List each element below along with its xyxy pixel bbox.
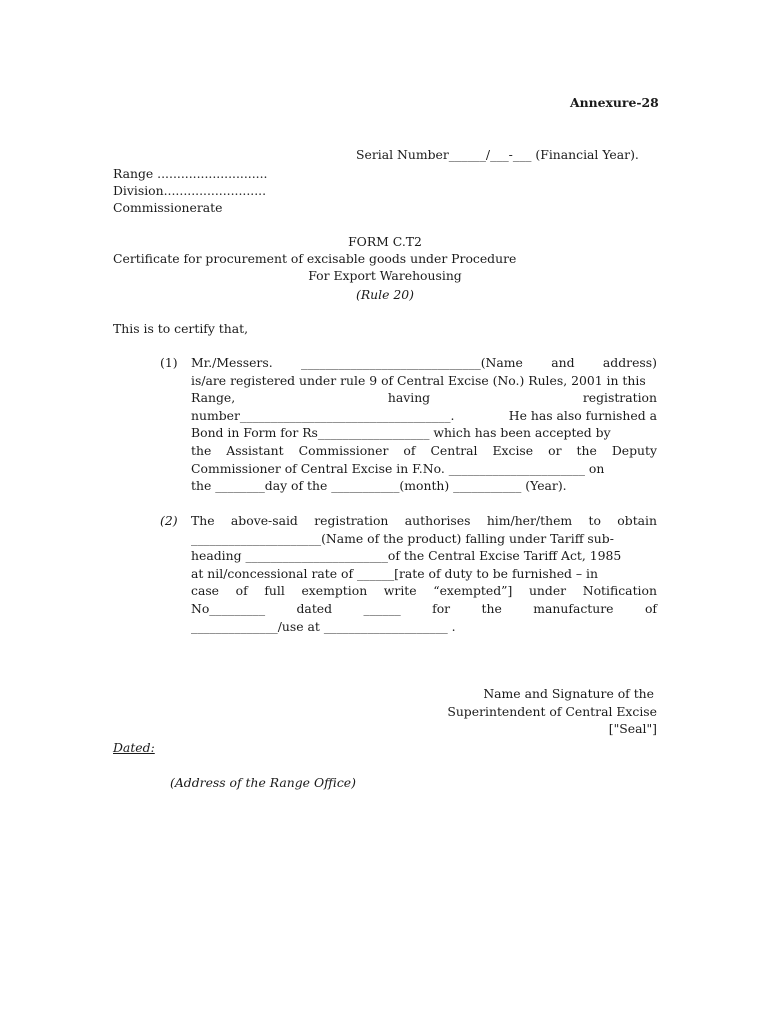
para2-word: full — [264, 583, 285, 599]
para2-word: registration — [314, 513, 389, 528]
para2-word: him/her/them — [486, 513, 573, 528]
para2-word: under — [528, 583, 567, 599]
para1-word: and — [551, 355, 575, 370]
para2-line: _____________________(Name of the product) falling under Tariff sub- — [191, 530, 614, 546]
para2-line: at nil/concessional rate of ______[rate of duty to be furnished – in — [191, 565, 599, 581]
para2-line — [191, 583, 657, 598]
form-title: FORM C.T2 — [348, 234, 422, 249]
para1-word: Range, — [191, 390, 236, 406]
para2-word: case — [191, 583, 220, 599]
para1-line — [191, 408, 657, 423]
serial-number-line: Serial Number______/___-___ (Financial Year). — [356, 147, 639, 162]
para2-word: of — [235, 583, 248, 599]
para2-word: for — [432, 601, 451, 616]
para2-word: the — [481, 601, 502, 616]
para1-line: is/are registered under rule 9 of Central Excise (No.) Rules, 2001 in this — [191, 372, 646, 388]
para1-word: Deputy — [611, 443, 657, 458]
certificate-title-line1: Certificate for procurement of excisable goods under Procedure — [113, 251, 517, 266]
para2-line: ______________/use at ____________________ . — [191, 618, 456, 634]
signature-name-line: Name and Signature of the — [483, 686, 654, 701]
para1-word: the — [191, 443, 212, 458]
para2-word: Notification — [582, 583, 657, 599]
para2-word: No_________ — [191, 601, 266, 616]
range-office-address: (Address of the Range Office) — [170, 775, 356, 790]
para1-line: the ________day of the ___________(month) ___________ (Year). — [191, 478, 567, 494]
para2-line — [191, 513, 657, 528]
para1-word: having — [387, 390, 431, 406]
para1-word: Excise — [492, 443, 534, 458]
para1-line — [191, 390, 657, 405]
para1-word: _____________________________(Name — [301, 355, 523, 370]
commissionerate-line: Commissionerate — [113, 200, 223, 215]
para2-word: obtain — [617, 513, 657, 528]
para2-word: manufacture — [533, 601, 614, 616]
para2-word: to — [588, 513, 601, 528]
signature-designation-line: Superintendent of Central Excise — [447, 704, 657, 719]
para1-line: Commissioner of Central Excise in F.No. ______________________ on — [191, 460, 605, 476]
seal-label: ["Seal"] — [608, 721, 657, 736]
para2-word: above-said — [230, 513, 298, 528]
dated-label: Dated: — [113, 740, 155, 755]
para1-word: He has also furnished a — [508, 407, 657, 423]
rule-reference: (Rule 20) — [356, 287, 414, 302]
para2-word: authorises — [404, 513, 471, 528]
para1-word: Assistant — [226, 443, 284, 458]
para1-word: Central — [430, 443, 478, 458]
para1-word: address) — [602, 355, 657, 370]
para2-line — [191, 601, 657, 616]
para1-line: Bond in Form for Rs__________________ which has been accepted by — [191, 425, 611, 441]
para2-word: write — [383, 583, 417, 599]
para2-word: of — [644, 601, 657, 616]
para1-word: number__________________________________. — [191, 407, 455, 423]
para2-word: “exempted”] — [433, 583, 513, 599]
annexure-label: Annexure-28 — [570, 95, 659, 110]
para1-word: Commissioner — [298, 443, 389, 458]
para1-word: of — [403, 443, 416, 458]
paragraph-2-number: (2) — [160, 513, 178, 528]
para2-word: The — [191, 513, 215, 528]
para2-word: ______ — [363, 601, 401, 616]
para1-word: registration — [582, 390, 657, 406]
certificate-title-line2: For Export Warehousing — [308, 268, 462, 283]
para1-word: or — [548, 443, 562, 458]
para1-word: Mr./Messers. — [191, 355, 273, 370]
para1-line — [191, 443, 657, 458]
para1-line — [191, 355, 657, 370]
para2-word: exemption — [301, 583, 368, 599]
para2-word: dated — [296, 601, 333, 616]
para2-line: heading _______________________of the Central Excise Tariff Act, 1985 — [191, 548, 622, 564]
para1-word: the — [576, 443, 597, 458]
intro-text: This is to certify that, — [113, 321, 249, 336]
range-line: Range ............................ — [113, 166, 268, 181]
paragraph-1-number: (1) — [160, 355, 178, 370]
division-line: Division.......................... — [113, 183, 267, 198]
